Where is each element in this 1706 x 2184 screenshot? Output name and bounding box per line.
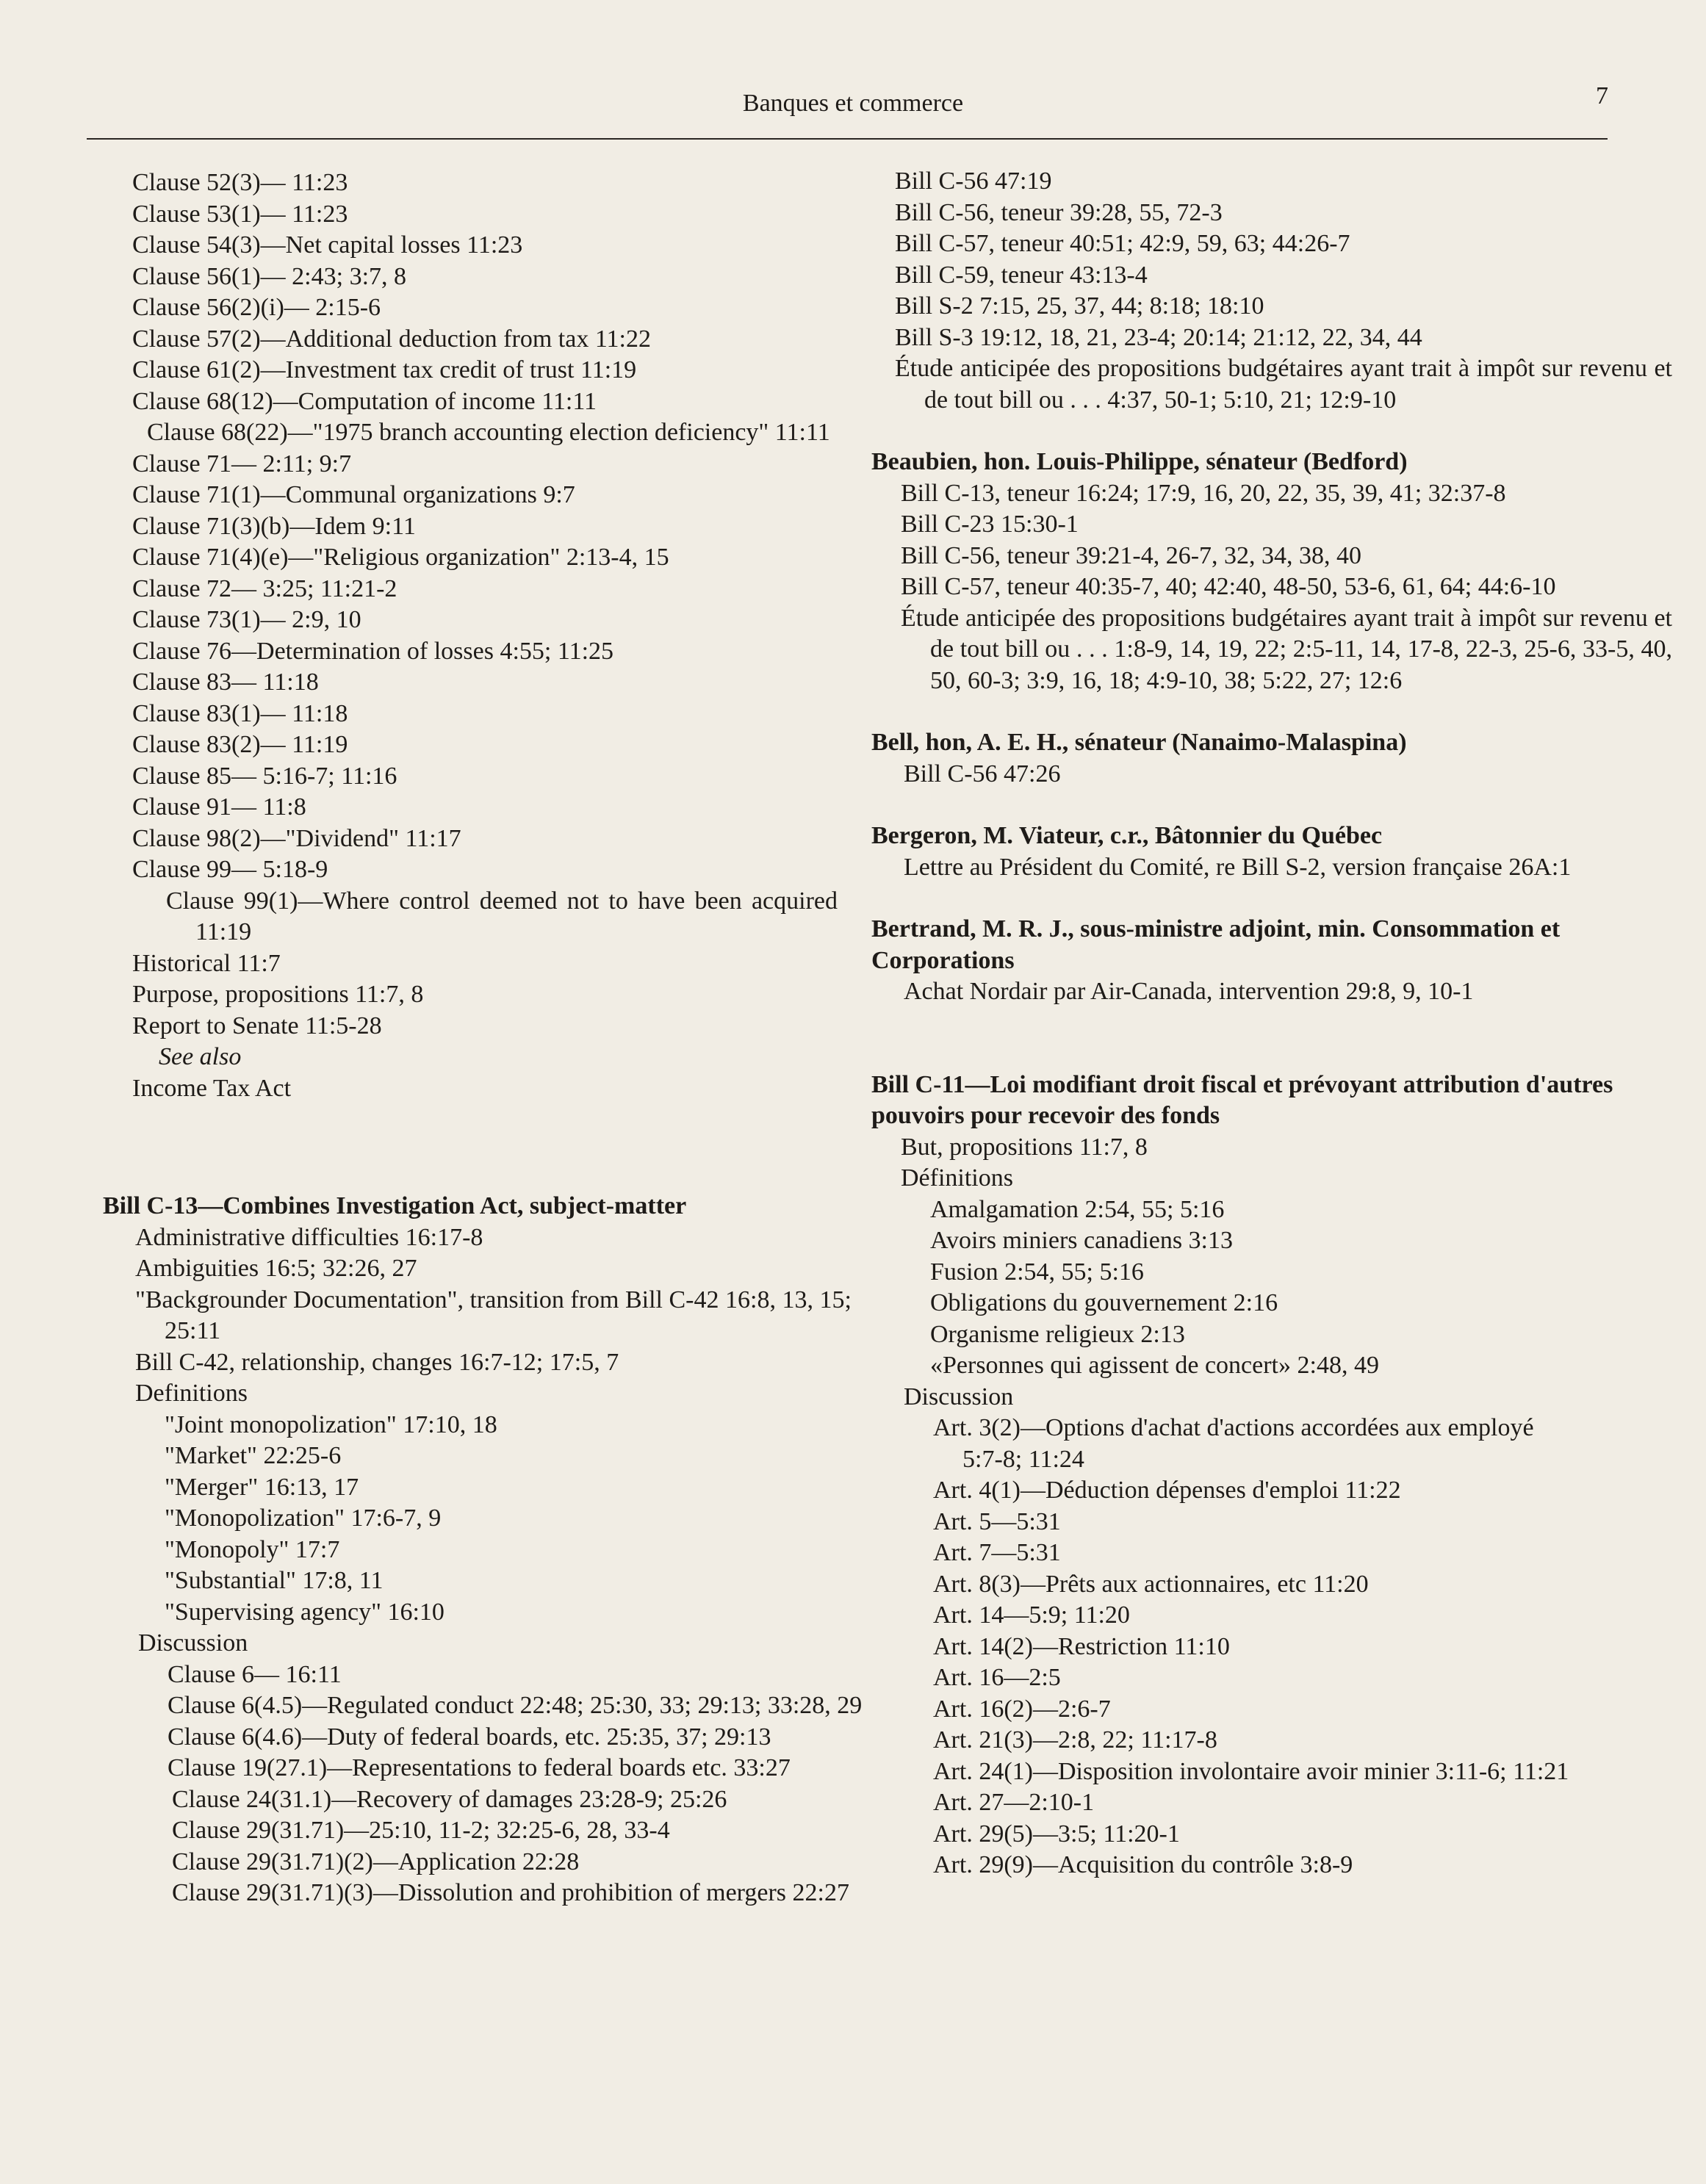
index-entry: Clause 91— 11:8 [132, 793, 306, 821]
definition-entry: Fusion 2:54, 55; 5:16 [930, 1258, 1144, 1286]
discussion-entry: Art. 16(2)—2:6-7 [933, 1695, 1111, 1723]
section-heading: Bergeron, M. Viateur, c.r., Bâtonnier du Québec [871, 822, 1383, 849]
definition-entry: "Substantial" 17:8, 11 [165, 1567, 384, 1594]
definition-entry: "Monopolization" 17:6-7, 9 [165, 1504, 442, 1532]
definition-entry: "Monopoly" 17:7 [165, 1535, 340, 1563]
definition-entry: "Supervising agency" 16:10 [165, 1598, 445, 1626]
definition-entry: Obligations du gouvernement 2:16 [930, 1289, 1278, 1316]
index-entry: Bill C-59, teneur 43:13-4 [895, 261, 1148, 289]
index-entry: Bill C-23 15:30-1 [901, 511, 1079, 538]
index-entry: Clause 71— 2:11; 9:7 [132, 450, 352, 477]
index-entry: Clause 99— 5:18-9 [132, 856, 328, 883]
index-entry: Administrative difficulties 16:17-8 [135, 1223, 483, 1251]
discussion-entry: Art. 29(9)—Acquisition du contrôle 3:8-9 [933, 1851, 1353, 1878]
index-entry: "Backgrounder Documentation", transition from Bill C-42 16:8, 13, 15; 25:11 [135, 1286, 852, 1344]
index-entry: Clause 83(2)— 11:19 [132, 731, 348, 758]
index-entry: Clause 56(1)— 2:43; 3:7, 8 [132, 262, 407, 290]
section-heading: Bell, hon, A. E. H., sénateur (Nanaimo-Malaspina) [871, 729, 1407, 756]
discussion-entry: Art. 8(3)—Prêts aux actionnaires, etc 11:20 [933, 1570, 1369, 1598]
page-number: 7 [1596, 82, 1608, 109]
discussion-entry: Art. 4(1)—Déduction dépenses d'emploi 11:22 [933, 1477, 1401, 1504]
discussion-entry: Clause 29(31.71)(3)—Dissolution and prohibition of mergers 22:27 [172, 1879, 849, 1906]
discussion-entry: Art. 29(5)—3:5; 11:20-1 [933, 1820, 1180, 1848]
discussion-entry: Art. 7—5:31 [933, 1539, 1061, 1566]
definition-entry: "Joint monopolization" 17:10, 18 [165, 1410, 497, 1438]
index-entry: Purpose, propositions 11:7, 8 [132, 981, 424, 1008]
index-entry: Bill S-3 19:12, 18, 21, 23-4; 20:14; 21:12, 22, 34, 44 [895, 323, 1422, 351]
index-entry: Clause 68(22)—"1975 branch accounting election deficiency" 11:11 [147, 419, 830, 446]
index-entry: Bill C-57, teneur 40:51; 42:9, 59, 63; 44:26-7 [895, 230, 1350, 257]
index-entry: Clause 71(3)(b)—Idem 9:11 [132, 512, 416, 540]
section-heading: Bill C-13—Combines Investigation Act, subject-matter [103, 1192, 687, 1219]
index-entry: Bill C-13, teneur 16:24; 17:9, 16, 20, 22, 35, 39, 41; 32:37-8 [901, 479, 1506, 507]
discussion-entry: Art. 24(1)—Disposition involontaire avoir minier 3:11-6; 11:21 [933, 1757, 1569, 1785]
discussion-label: Discussion [138, 1629, 248, 1657]
discussion-entry: Clause 29(31.71)(2)—Application 22:28 [172, 1848, 580, 1875]
index-entry: Clause 52(3)— 11:23 [132, 169, 348, 196]
discussion-entry: Clause 6(4.5)—Regulated conduct 22:48; 25:30, 33; 29:13; 33:28, 29 [168, 1692, 863, 1719]
discussion-entry: Clause 6— 16:11 [168, 1660, 342, 1688]
index-entry: Clause 72— 3:25; 11:21-2 [132, 574, 397, 602]
index-entry: Definitions [135, 1380, 248, 1407]
index-entry: Clause 68(12)—Computation of income 11:11 [132, 387, 597, 415]
definition-entry: "Market" 22:25-6 [165, 1442, 342, 1469]
discussion-entry: Art. 27—2:10-1 [933, 1789, 1095, 1816]
header-rule [87, 138, 1608, 140]
discussion-entry: 5:7-8; 11:24 [962, 1445, 1084, 1473]
index-entry: But, propositions 11:7, 8 [901, 1133, 1148, 1161]
index-entry: Définitions [901, 1164, 1013, 1192]
index-entry: Clause 57(2)—Additional deduction from tax 11:22 [132, 325, 651, 353]
index-entry: Report to Senate 11:5-28 [132, 1012, 382, 1039]
index-entry: Bill C-56, teneur 39:21-4, 26-7, 32, 34, 38, 40 [901, 541, 1362, 569]
left-column [103, 167, 867, 1909]
discussion-entry: Art. 14(2)—Restriction 11:10 [933, 1632, 1230, 1660]
right-column [871, 166, 1680, 1881]
discussion-entry: Clause 6(4.6)—Duty of federal boards, etc. 25:35, 37; 29:13 [168, 1723, 771, 1751]
discussion-entry: Clause 24(31.1)—Recovery of damages 23:28-9; 25:26 [172, 1785, 727, 1813]
index-entry: Clause 85— 5:16-7; 11:16 [132, 762, 397, 790]
index-entry: Clause 54(3)—Net capital losses 11:23 [132, 231, 523, 259]
index-entry: Clause 56(2)(i)— 2:15-6 [132, 294, 381, 321]
index-entry: Clause 61(2)—Investment tax credit of trust 11:19 [132, 356, 637, 383]
index-entry: Clause 99(1)—Where control deemed not to have been acquired 11:19 [166, 887, 838, 945]
index-entry: Achat Nordair par Air-Canada, intervention 29:8, 9, 10-1 [904, 978, 1474, 1005]
section-heading: Beaubien, hon. Louis-Philippe, sénateur (Bedford) [871, 448, 1408, 475]
index-entry: Bill C-42, relationship, changes 16:7-12; 17:5, 7 [135, 1348, 619, 1376]
see-also-label: See also [159, 1043, 242, 1070]
definition-entry: Amalgamation 2:54, 55; 5:16 [930, 1195, 1225, 1223]
index-entry: Clause 53(1)— 11:23 [132, 200, 348, 228]
index-entry: Bill C-56 47:26 [904, 760, 1061, 788]
discussion-entry: Art. 5—5:31 [933, 1507, 1061, 1535]
index-entry: Clause 98(2)—"Dividend" 11:17 [132, 824, 461, 852]
index-entry: Bill C-56, teneur 39:28, 55, 72-3 [895, 198, 1223, 226]
index-entry: Clause 71(1)—Communal organizations 9:7 [132, 481, 575, 508]
page-title: Banques et commerce [742, 90, 964, 117]
discussion-label: Discussion [904, 1383, 1014, 1410]
index-entry: Clause 83— 11:18 [132, 668, 319, 696]
index-entry: Clause 73(1)— 2:9, 10 [132, 606, 361, 633]
definition-entry: Organisme religieux 2:13 [930, 1320, 1185, 1348]
section-heading: Bertrand, M. R. J., sous-ministre adjoint, min. Consommation et Corporations [871, 915, 1561, 974]
index-entry: Historical 11:7 [132, 949, 281, 977]
index-entry: Ambiguities 16:5; 32:26, 27 [135, 1255, 417, 1282]
index-entry: Bill S-2 7:15, 25, 37, 44; 8:18; 18:10 [895, 292, 1264, 320]
index-entry: Étude anticipée des propositions budgétaires ayant trait à impôt sur revenu et de tout bill ou . . . 1:8-9, 14, 19, 22; 2:5-11, 14, 17-8, 22-3, 25-6, 33-5, 40, 50, 60-3; 3:9, 16, 18; 4:9-10, 38; 5:22, 27; 12:6 [901, 604, 1672, 694]
discussion-entry: Art. 16—2:5 [933, 1664, 1061, 1691]
index-entry: Clause 83(1)— 11:18 [132, 699, 348, 727]
index-entry: Clause 71(4)(e)—"Religious organization" 2:13-4, 15 [132, 544, 669, 571]
definition-entry: Avoirs miniers canadiens 3:13 [930, 1227, 1234, 1254]
discussion-entry: Art. 14—5:9; 11:20 [933, 1601, 1130, 1629]
index-entry: Bill C-56 47:19 [895, 167, 1052, 195]
discussion-entry: Clause 29(31.71)—25:10, 11-2; 32:25-6, 28, 33-4 [172, 1817, 670, 1844]
discussion-entry: Art. 3(2)—Options d'achat d'actions accordées aux employé [933, 1414, 1534, 1441]
definition-entry: "Merger" 16:13, 17 [165, 1473, 359, 1501]
discussion-entry: Clause 19(27.1)—Representations to federal boards etc. 33:27 [168, 1754, 791, 1781]
definition-entry: «Personnes qui agissent de concert» 2:48, 49 [930, 1352, 1379, 1379]
index-entry: Bill C-57, teneur 40:35-7, 40; 42:40, 48-50, 53-6, 61, 64; 44:6-10 [901, 573, 1556, 600]
index-entry: Lettre au Président du Comité, re Bill S-2, version française 26A:1 [904, 853, 1572, 881]
discussion-entry: Art. 21(3)—2:8, 22; 11:17-8 [933, 1726, 1217, 1754]
section-heading: Bill C-11—Loi modifiant droit fiscal et prévoyant attribution d'autres pouvoirs pour recevoir des fonds [871, 1070, 1613, 1129]
see-also-target: Income Tax Act [132, 1074, 292, 1102]
index-entry: Clause 76—Determination of losses 4:55; 11:25 [132, 637, 614, 665]
index-entry: Étude anticipée des propositions budgétaires ayant trait à impôt sur revenu et de tout bill ou . . . 4:37, 50-1; 5:10, 21; 12:9-10 [895, 355, 1672, 414]
